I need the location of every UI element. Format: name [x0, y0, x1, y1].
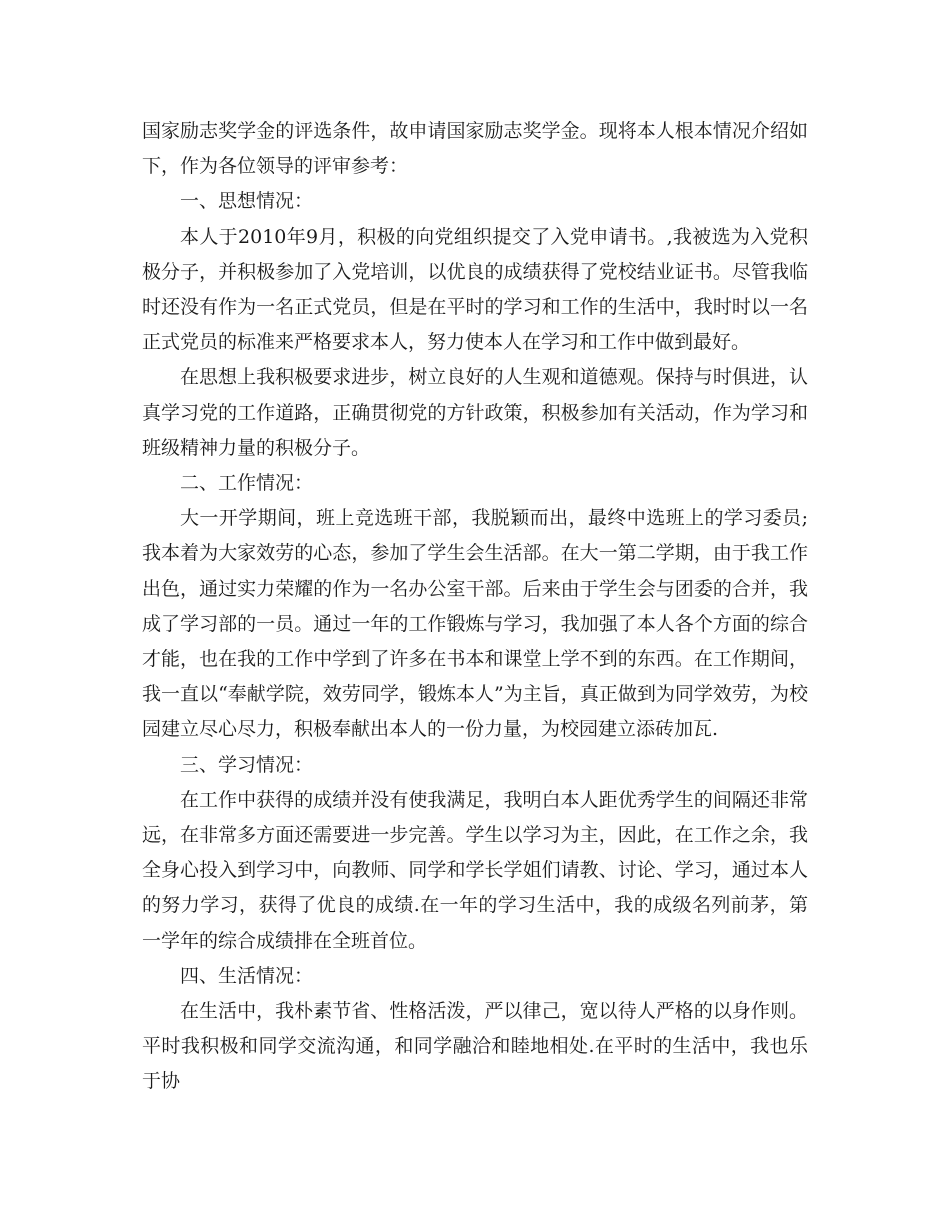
section-heading-life: 四、生活情况：: [180, 964, 314, 987]
document-body: [142, 114, 808, 1100]
paragraph-thought-1: 本人于2010年9月，积极的向党组织提交了入党申请书。,我被选为入党积极分子，并积极参加了入党培训，以优良的成绩获得了党校结业证书。尽管我临时还没有作为一名正式党员，但是在平时的学习和工作的生活中，我时时以一名正式党员的标准来严格要求本人，努力使本人在学习和工作中做到最好。: [142, 225, 808, 354]
paragraph-work: 大一开学期间，班上竞选班干部，我脱颖而出，最终中选班上的学习委员;我本着为大家效劳的心态，参加了学生会生活部。在大一第二学期，由于我工作出色，通过实力荣耀的作为一名办公室干部。后来由于学生会与团委的合并，我成了学习部的一员。通过一年的工作锻炼与学习，我加强了本人各个方面的综合才能，也在我的工作中学到了许多在书本和课堂上学不到的东西。在工作期间，我一直以“奉献学院，效劳同学，锻炼本人”为主旨，真正做到为同学效劳，为校园建立尽心尽力，积极奉献出本人的一份力量，为校园建立添砖加瓦.: [142, 507, 808, 741]
paragraph-thought-2: 在思想上我积极要求进步，树立良好的人生观和道德观。保持与时俱进，认真学习党的工作道路，正确贯彻党的方针政策，积极参加有关活动，作为学习和班级精神力量的积极分子。: [142, 366, 808, 459]
paragraph-intro: 国家励志奖学金的评选条件，故申请国家励志奖学金。现将本人根本情况介绍如下，作为各位领导的评审参考：: [142, 120, 808, 178]
paragraph-life: 在生活中，我朴素节省、性格活泼，严以律己，宽以待人严格的以身作则。平时我积极和同学交流沟通，和同学融洽和睦地相处.在平时的生活中，我也乐于协: [142, 1000, 808, 1093]
paragraph-study: 在工作中获得的成绩并没有使我满足，我明白本人距优秀学生的间隔还非常远，在非常多方面还需要进一步完善。学生以学习为主，因此，在工作之余，我全身心投入到学习中，向教师、同学和学长学姐们请教、讨论、学习，通过本人的努力学习，获得了优良的成绩.在一年的学习生活中，我的成级名列前茅，第一学年的综合成绩排在全班首位。: [142, 788, 808, 952]
section-heading-study: 三、学习情况：: [180, 753, 314, 776]
section-heading-thought: 一、思想情况：: [180, 190, 314, 213]
section-heading-work: 二、工作情况：: [180, 472, 314, 495]
